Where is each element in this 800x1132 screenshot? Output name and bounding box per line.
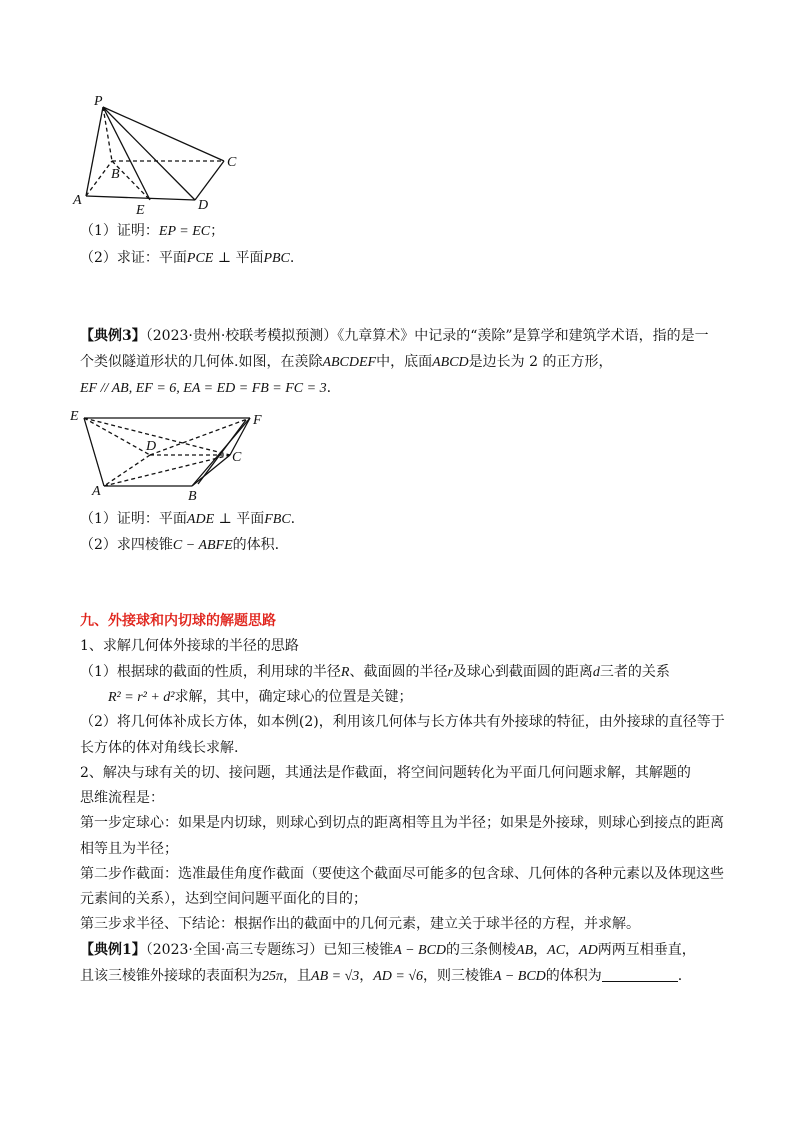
label-F: F <box>253 413 262 428</box>
ex2-q2: （2）求证：平面PCE ⊥ 平面PBC. <box>80 250 295 266</box>
label-P: P <box>94 94 103 109</box>
label-E: E <box>136 203 145 218</box>
para-6: 2、解决与球有关的切、接问题，其通法是作截面，将空间问题转化为平面几何问题求解，其解题的 <box>80 765 691 781</box>
para-8: 第一步定球心：如果是内切球，则球心到切点的距离相等且为半径；如果是外接球，则球心到接点的距离 <box>80 815 724 831</box>
label-B: B <box>111 167 120 182</box>
ex2-q1: （1）证明：EP = EC； <box>80 223 225 239</box>
ex1-tag: 【典例1】 <box>80 942 146 958</box>
para-4: （2）将几何体补成长方体，如本例(2)，利用该几何体与长方体共有外接球的特征，由外接球的直径等于 <box>80 714 725 730</box>
para-7: 思维流程是： <box>80 790 164 806</box>
label-A: A <box>92 484 101 499</box>
para-12: 第三步求半径、下结论：根据作出的截面中的几何元素，建立关于球半径的方程，并求解。 <box>80 916 640 932</box>
pyramid-figure <box>70 90 250 220</box>
ex3-q2: （2）求四棱锥C − ABFE的体积. <box>80 537 280 553</box>
ex1-line1: 【典例1】（2023·全国·高三专题练习）已知三棱锥A − BCD的三条侧棱AB，AC，AD两两互相垂直， <box>80 942 696 958</box>
para-10: 第二步作截面：选准最佳角度作截面（要使这个截面尽可能多的包含球、几何体的各种元素以及体现这些 <box>80 866 724 882</box>
para-1: 1、求解几何体外接球的半径的思路 <box>80 638 299 654</box>
para-5: 长方体的体对角线长求解. <box>80 740 239 756</box>
ex3-tag: 【典例3】 <box>80 328 146 344</box>
label-B: B <box>188 489 197 504</box>
para-2: （1）根据球的截面的性质，利用球的半径R、截面圆的半径r及球心到截面圆的距离d三者的关系 <box>80 664 670 680</box>
ex3-line3: EF // AB, EF = 6, EA = ED = FB = FC = 3. <box>80 380 332 396</box>
ex3-line1: 【典例3】（2023·贵州·校联考模拟预测）《九章算术》中记录的“羡除”是算学和建筑学术语，指的是一 <box>80 328 709 344</box>
para-11: 元素间的关系），达到空间问题平面化的目的； <box>80 891 367 907</box>
label-D: D <box>198 198 209 213</box>
xianchu-figure <box>70 400 280 505</box>
label-D: D <box>146 439 157 454</box>
para-3: R² = r² + d²求解，其中，确定球心的位置是关键； <box>108 689 413 705</box>
para-9: 相等且为半径； <box>80 841 178 857</box>
section-heading: 九、外接球和内切球的解题思路 <box>80 613 276 629</box>
label-A: A <box>73 193 82 208</box>
ex1-line2: 且该三棱锥外接球的表面积为25π，且AB = √3，AD = √6，则三棱锥A − BCD的体积为 . <box>80 968 683 984</box>
label-C: C <box>232 450 242 465</box>
label-E: E <box>70 409 79 424</box>
ex3-line2: 个类似隧道形状的几何体.如图，在羡除ABCDEF中，底面ABCD是边长为 2 的正方形， <box>80 354 613 370</box>
label-C: C <box>227 155 237 170</box>
answer-blank[interactable] <box>602 967 678 982</box>
ex3-q1: （1）证明：平面ADE ⊥ 平面FBC. <box>80 511 296 527</box>
